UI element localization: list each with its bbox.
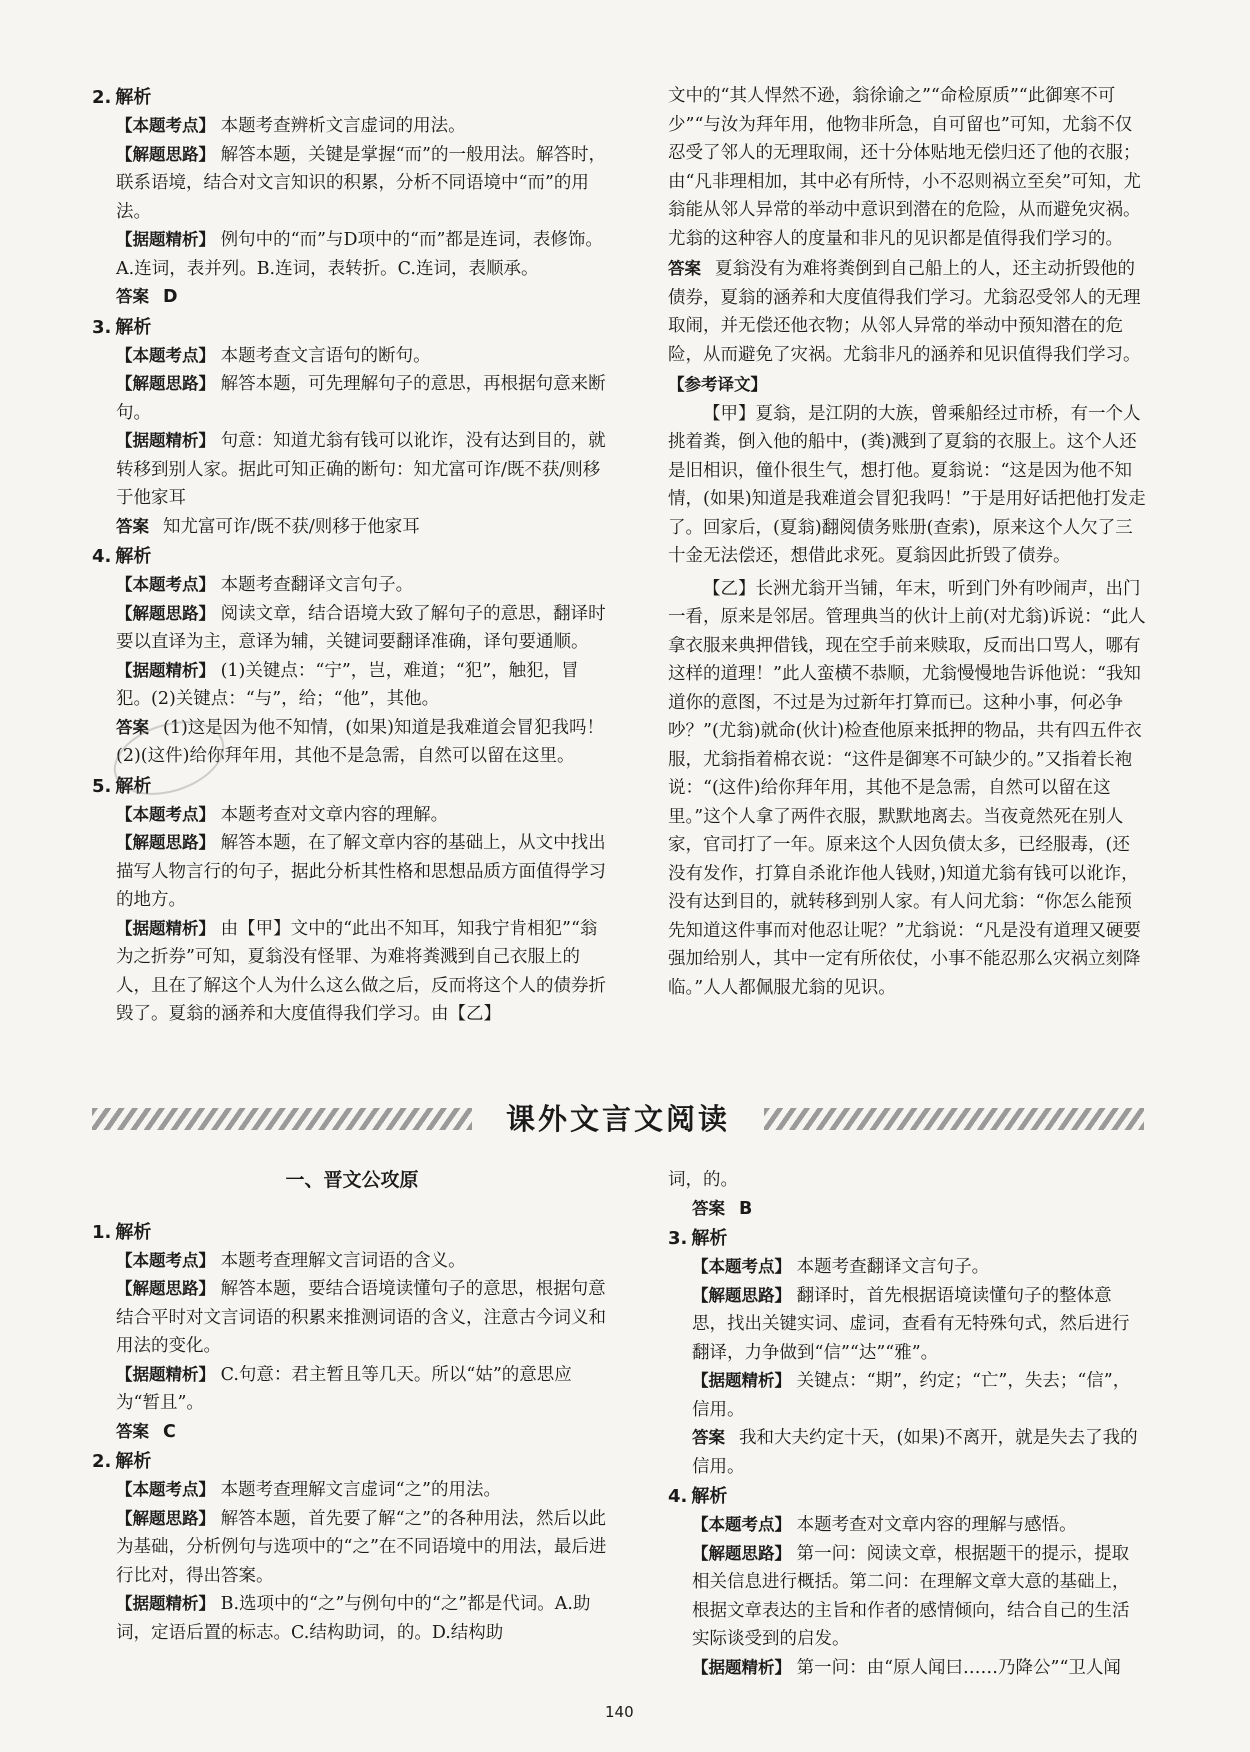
section-banner (92, 1098, 1144, 1140)
left-top-column (92, 82, 612, 1029)
banner-title: 课外文言文阅读 (505, 1102, 730, 1136)
q2-kaodian: 【本题考点】 本题考查辨析文言虚词的用法。 (116, 116, 466, 136)
q2-silu: 【解题思路】 解答本题，关键是掌握“而”的一般用法。解答时，联系语境，结合对文言知识的积累，分析不同语境中“而”的用法。 (116, 144, 606, 222)
banner-hatch-left (92, 1108, 472, 1130)
b-q4-jingxi: 【据题精析】 第一问：由“原人闻曰……乃降公”“卫人闻 (692, 1657, 1121, 1678)
q3-jingxi: 【据题精析】 句意：知道尤翁有钱可以讹诈，没有达到目的，就转移到别人家。据此可知正确的断句：知尤富可诈/既不获/则移于他家耳 (116, 431, 606, 508)
b-q1-kaodian: 【本题考点】 本题考查理解文言词语的含义。 (116, 1250, 466, 1271)
b-q2-answer: 答案 B (692, 1198, 753, 1219)
translation-jia: 【甲】夏翁，是江阴的大族，曾乘船经过市桥，有一个人挑着粪，倒入他的船中，(粪)溅到了夏翁的衣服上。这个人还是旧相识，僮仆很生气，想打他。夏翁说：“这是因为他不知情，(如果)知道是我难道会冒犯我吗！”于是用好话把他打发走了。回家后，(夏翁)翻阅债务账册(查索)，原来这个人欠了三十金无法偿还，想借此求死。夏翁因此折毁了债券。 (668, 403, 1146, 566)
q4-answer: 答案 (1)这是因为他不知情，(如果)知道是我难道会冒犯我吗！ (116, 717, 604, 738)
b-q2-jingxi: 【据题精析】 B.选项中的“之”与例句中的“之”都是代词。A.助词，定语后置的标志。C.结构助词，的。D.结构助 (116, 1594, 591, 1643)
b-q2-kaodian: 【本题考点】 本题考查理解文言虚词“之”的用法。 (116, 1480, 501, 1500)
page-number: 140 (605, 1703, 634, 1721)
q5-kaodian: 【本题考点】 本题考查对文章内容的理解。 (116, 804, 449, 825)
right-top-column (668, 82, 1146, 1002)
banner-hatch-right (764, 1108, 1144, 1130)
question-2-heading: 2. 解析 (92, 87, 152, 108)
b-question-4-heading: 4. 解析 (668, 1486, 728, 1507)
b-q3-jingxi: 【据题精析】 关键点：“期”，约定；“亡”，失去；“信”，信用。 (692, 1371, 1131, 1420)
q4-kaodian: 【本题考点】 本题考查翻译文言句子。 (116, 575, 414, 595)
b-q1-jingxi: 【据题精析】 C.句意：君主暂且等几天。所以“姑”的意思应为“暂且”。 (116, 1364, 572, 1413)
translation-yi: 【乙】长洲尤翁开当铺，年末，听到门外有吵闹声，出门一看，原来是邻居。管理典当的伙计上前(对尤翁)诉说：“此人拿衣服来典押借钱，现在空手前来赎取，反而出口骂人，哪有这样的道理！”此人蛮横不恭顺，尤翁慢慢地告诉他说：“我知道你的意图，不过是为过新年打算而已。这种小事，何必争吵？”(尤翁)就命(伙计)检查他原来抵押的物品，共有四五件衣服，尤翁指着棉衣说：“这件是御寒不可缺少的。”又指着长袍说：“(这件)给你拜年用，其他不是急需，自然可以留在这里。”这个人拿了两件衣服，默默地离去。当夜竟然死在别人家，官司打了一年。原来这个人因负债太多，已经服毒，(还没有发作，打算自杀讹诈他人钱财，)知道尤翁有钱可以讹诈，没有达到目的，就转移到别人家。有人问尤翁：“你怎么能预先知道这件事而对他忍让呢？”尤翁说：“凡是没有道理又硬要强加给别人，其中一定有所依仗，小事不能忍那么灾祸立刻降临。”人人都佩服尤翁的见识。 (668, 578, 1146, 998)
q2-jingxi: 【据题精析】 例句中的“而”与D项中的“而”都是连词，表修饰。A.连词，表并列。B.连词，表转折。C.连词，表顺承。 (116, 230, 603, 279)
question-5-heading: 5. 解析 (92, 775, 152, 797)
b-q4-silu: 【解题思路】 第一问：阅读文章，根据题干的提示，提取相关信息进行概括。第二问：在理解文章大意的基础上，根据文章表达的主旨和作者的感情倾向，结合自己的生活实际谈受到的启发。 (692, 1543, 1130, 1649)
left-bottom-column (92, 1166, 612, 1647)
q5-silu: 【解题思路】 解答本题，在了解文章内容的基础上，从文中找出描写人物言行的句子，据此分析其性格和思想品质方面值得学习的地方。 (116, 833, 606, 910)
b-q3-kaodian: 【本题考点】 本题考查翻译文言句子。 (692, 1257, 990, 1277)
q4-silu: 【解题思路】 阅读文章，结合语境大致了解句子的意思，翻译时要以直译为主，意译为辅，关键词要翻译准确，译句要通顺。 (116, 603, 606, 652)
b-q1-answer: 答案 C (116, 1421, 176, 1442)
question-1-heading: 1. 解析 (92, 1221, 152, 1243)
q4-answer-2: (2)(这件)给你拜年用，其他不是急需，自然可以留在这里。 (116, 746, 575, 766)
q2-answer: 答案 D (116, 287, 178, 307)
q3-silu: 【解题思路】 解答本题，可先理解句子的意思，再根据句意来断句。 (116, 374, 606, 423)
b-q2-jingxi-continued: 词，的。 (668, 1170, 738, 1190)
translation-heading: 【参考译文】 (668, 375, 767, 394)
b-q3-answer: 答案 我和大夫约定十天，(如果)不离开，就是失去了我的信用。 (692, 1428, 1138, 1477)
b-q2-silu: 【解题思路】 解答本题，首先要了解“之”的各种用法，然后以此为基础，分析例句与选项中的“之”在不同语境中的用法，最后进行比对，得出答案。 (116, 1508, 607, 1586)
q3-answer: 答案 知尤富可诈/既不获/则移于他家耳 (116, 516, 420, 537)
question-4-heading: 4. 解析 (92, 546, 152, 567)
q5-answer: 答案 夏翁没有为难将粪倒到自己船上的人，还主动折毁他的债券，夏翁的涵养和大度值得我们学习。尤翁忍受邻人的无理取闹，并无偿还他衣物；从邻人异常的举动中预知潜在的危险，从而避免了灾祸。尤翁非凡的涵养和见识值得我们学习。 (668, 259, 1141, 365)
q3-kaodian: 【本题考点】 本题考查文言语句的断句。 (116, 345, 431, 366)
b-question-2-heading: 2. 解析 (92, 1451, 152, 1472)
section-title: 一、晋文公攻原 (285, 1169, 419, 1191)
b-question-3-heading: 3. 解析 (668, 1228, 728, 1249)
q5-jingxi: 【据题精析】 由【甲】文中的“此出不知耳，知我宁肯相犯”“翁为之折券”可知，夏翁没有怪罪、为难将粪溅到自己衣服上的人，且在了解这个人为什么这么做之后，反而将这个人的债券折毁了。夏翁的涵养和大度值得我们学习。由【乙】 (116, 918, 606, 1024)
b-q3-silu: 【解题思路】 翻译时，首先根据语境读懂句子的整体意思，找出关键实词、虚词，查看有无特殊句式，然后进行翻译，力争做到“信”“达”“雅”。 (692, 1285, 1130, 1363)
b-q4-kaodian: 【本题考点】 本题考查对文章内容的理解与感悟。 (692, 1515, 1077, 1535)
q5-jingxi-continued: 文中的“其人悍然不逊，翁徐谕之”“命检原质”“此御寒不可少”“与汝为拜年用，他物非所急，自可留也”可知，尤翁不仅忍受了邻人的无理取闹，还十分体贴地无偿归还了他的衣服；由“凡非理相加，其中必有所恃，小不忍则祸立至矣”可知，尤翁能从邻人异常的举动中意识到潜在的危险，从而避免灾祸。尤翁的这种容人的度量和非凡的见识都是值得我们学习的。 (668, 86, 1141, 249)
right-bottom-column (668, 1166, 1146, 1682)
b-q1-silu: 【解题思路】 解答本题，要结合语境读懂句子的意思，根据句意结合平时对文言词语的积累来推测词语的含义，注意古今词义和用法的变化。 (116, 1279, 606, 1356)
q4-jingxi: 【据题精析】 (1)关键点：“宁”，岂，难道；“犯”，触犯，冒犯。(2)关键点：“与”，给；“他”，其他。 (116, 660, 579, 709)
question-3-heading: 3. 解析 (92, 316, 152, 338)
